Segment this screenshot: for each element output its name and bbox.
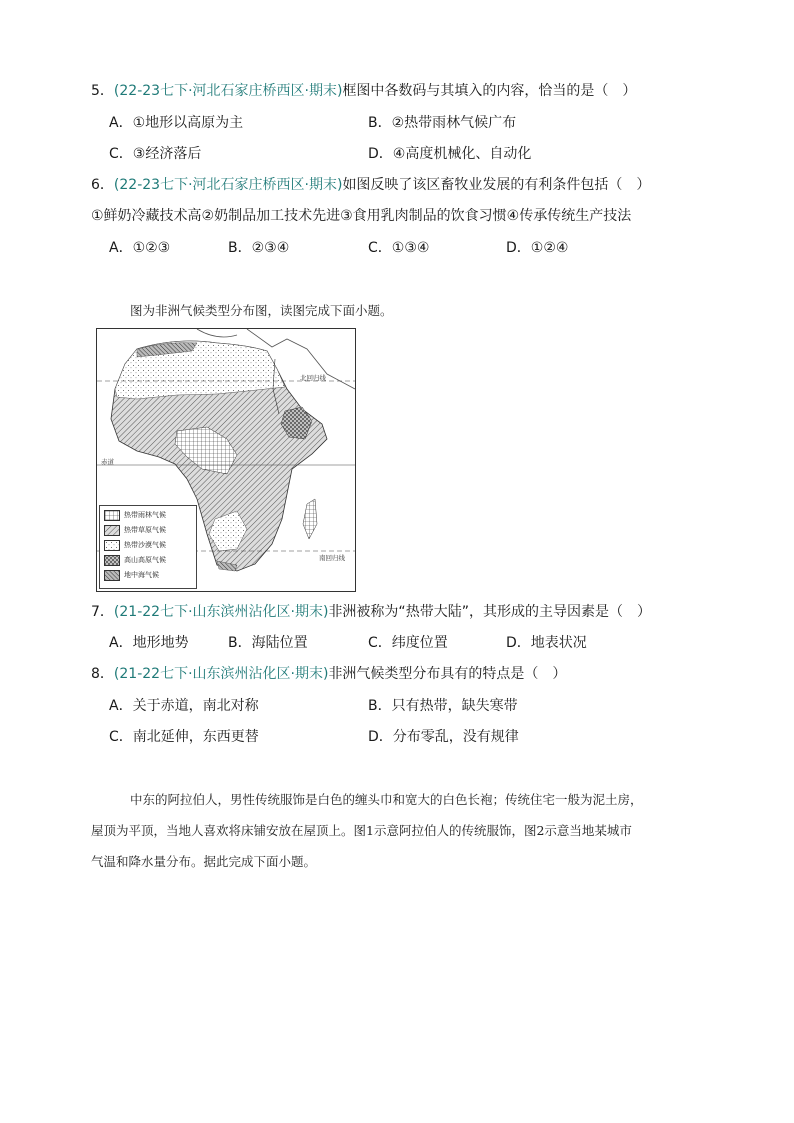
africa-climate-map	[96, 328, 356, 592]
option-d: D．分布零乱，没有规律	[368, 729, 519, 745]
question-stem: 框图中各数码与其填入的内容，恰当的是（ ）	[342, 83, 637, 99]
tropic-south-label: 南回归线	[319, 554, 345, 562]
option-a: A．关于赤道，南北对称	[109, 698, 259, 714]
legend-swatch-diagonal	[104, 525, 120, 536]
option-b: B．海陆位置	[228, 635, 308, 651]
option-c: C．纬度位置	[368, 635, 448, 651]
option-a: A．①②③	[109, 240, 171, 256]
question-5	[91, 82, 636, 100]
question-stem: 如图反映了该区畜牧业发展的有利条件包括（ ）	[342, 177, 651, 193]
option-b: B．②热带雨林气候广布	[368, 115, 517, 131]
legend-label: 地中海气候	[124, 571, 159, 579]
legend-label: 热带草原气候	[124, 526, 166, 534]
legend-item	[104, 570, 159, 581]
option-a: A．地形地势	[109, 635, 189, 651]
option-c: C．③经济落后	[109, 146, 202, 162]
tropic-north-label: 北回归线	[300, 374, 326, 382]
europe-outline	[197, 329, 237, 337]
question-number: 6．	[91, 177, 114, 193]
map-legend	[99, 505, 197, 589]
legend-item	[104, 510, 166, 521]
question-conditions: ①鲜奶冷藏技术高②奶制品加工技术先进③食用乳肉制品的饮食习惯④传承传统生产技法	[91, 208, 632, 224]
option-c: C．南北延伸，东西更替	[109, 729, 259, 745]
question-7	[91, 603, 651, 621]
question-stem: 非洲气候类型分布具有的特点是（ ）	[328, 666, 567, 682]
question-source-link[interactable]: (21-22七下·山东滨州沾化区·期末)	[113, 604, 329, 620]
option-b: B．只有热带，缺失寒带	[368, 698, 518, 714]
arab-intro-line-3: 气温和降水量分布。据此完成下面小题。	[91, 854, 317, 869]
map-intro: 图为非洲气候类型分布图，读图完成下面小题。	[130, 303, 393, 318]
legend-item	[104, 540, 166, 551]
question-source-link[interactable]: (21-22七下·山东滨州沾化区·期末)	[113, 666, 329, 682]
question-stem: 非洲被称为“热带大陆”，其形成的主导因素是（ ）	[328, 604, 651, 620]
question-number: 7．	[91, 604, 114, 620]
equator-label: 赤道	[101, 458, 114, 466]
question-6	[91, 176, 650, 194]
option-d: D．④高度机械化、自动化	[368, 146, 532, 162]
question-number: 5．	[91, 83, 114, 99]
legend-label: 热带雨林气候	[124, 511, 166, 519]
option-a: A．①地形以高原为主	[109, 115, 244, 131]
option-b: B．②③④	[228, 240, 290, 256]
legend-item	[104, 555, 166, 566]
option-c: C．①③④	[368, 240, 430, 256]
legend-swatch-crosshatch	[104, 555, 120, 566]
legend-swatch-dense-diagonal	[104, 570, 120, 581]
legend-swatch-grid	[104, 510, 120, 521]
madagascar-region	[303, 499, 317, 539]
legend-swatch-dots	[104, 540, 120, 551]
legend-label: 高山高原气候	[124, 556, 166, 564]
question-source-link[interactable]: (22-23七下·河北石家庄桥西区·期末)	[113, 177, 343, 193]
legend-label: 热带沙漠气候	[124, 541, 166, 549]
question-8	[91, 665, 566, 683]
arab-intro-line-1: 中东的阿拉伯人，男性传统服饰是白色的缠头巾和宽大的白色长袍；传统住宅一般为泥土房，	[130, 792, 643, 807]
legend-item	[104, 525, 166, 536]
arab-intro-line-2: 屋顶为平顶，当地人喜欢将床铺安放在屋顶上。图1示意阿拉伯人的传统服饰，图2示意当地某城市	[91, 823, 632, 838]
option-d: D．①②④	[506, 240, 569, 256]
option-d: D．地表状况	[506, 635, 587, 651]
question-source-link[interactable]: (22-23七下·河北石家庄桥西区·期末)	[113, 83, 343, 99]
question-number: 8．	[91, 666, 114, 682]
